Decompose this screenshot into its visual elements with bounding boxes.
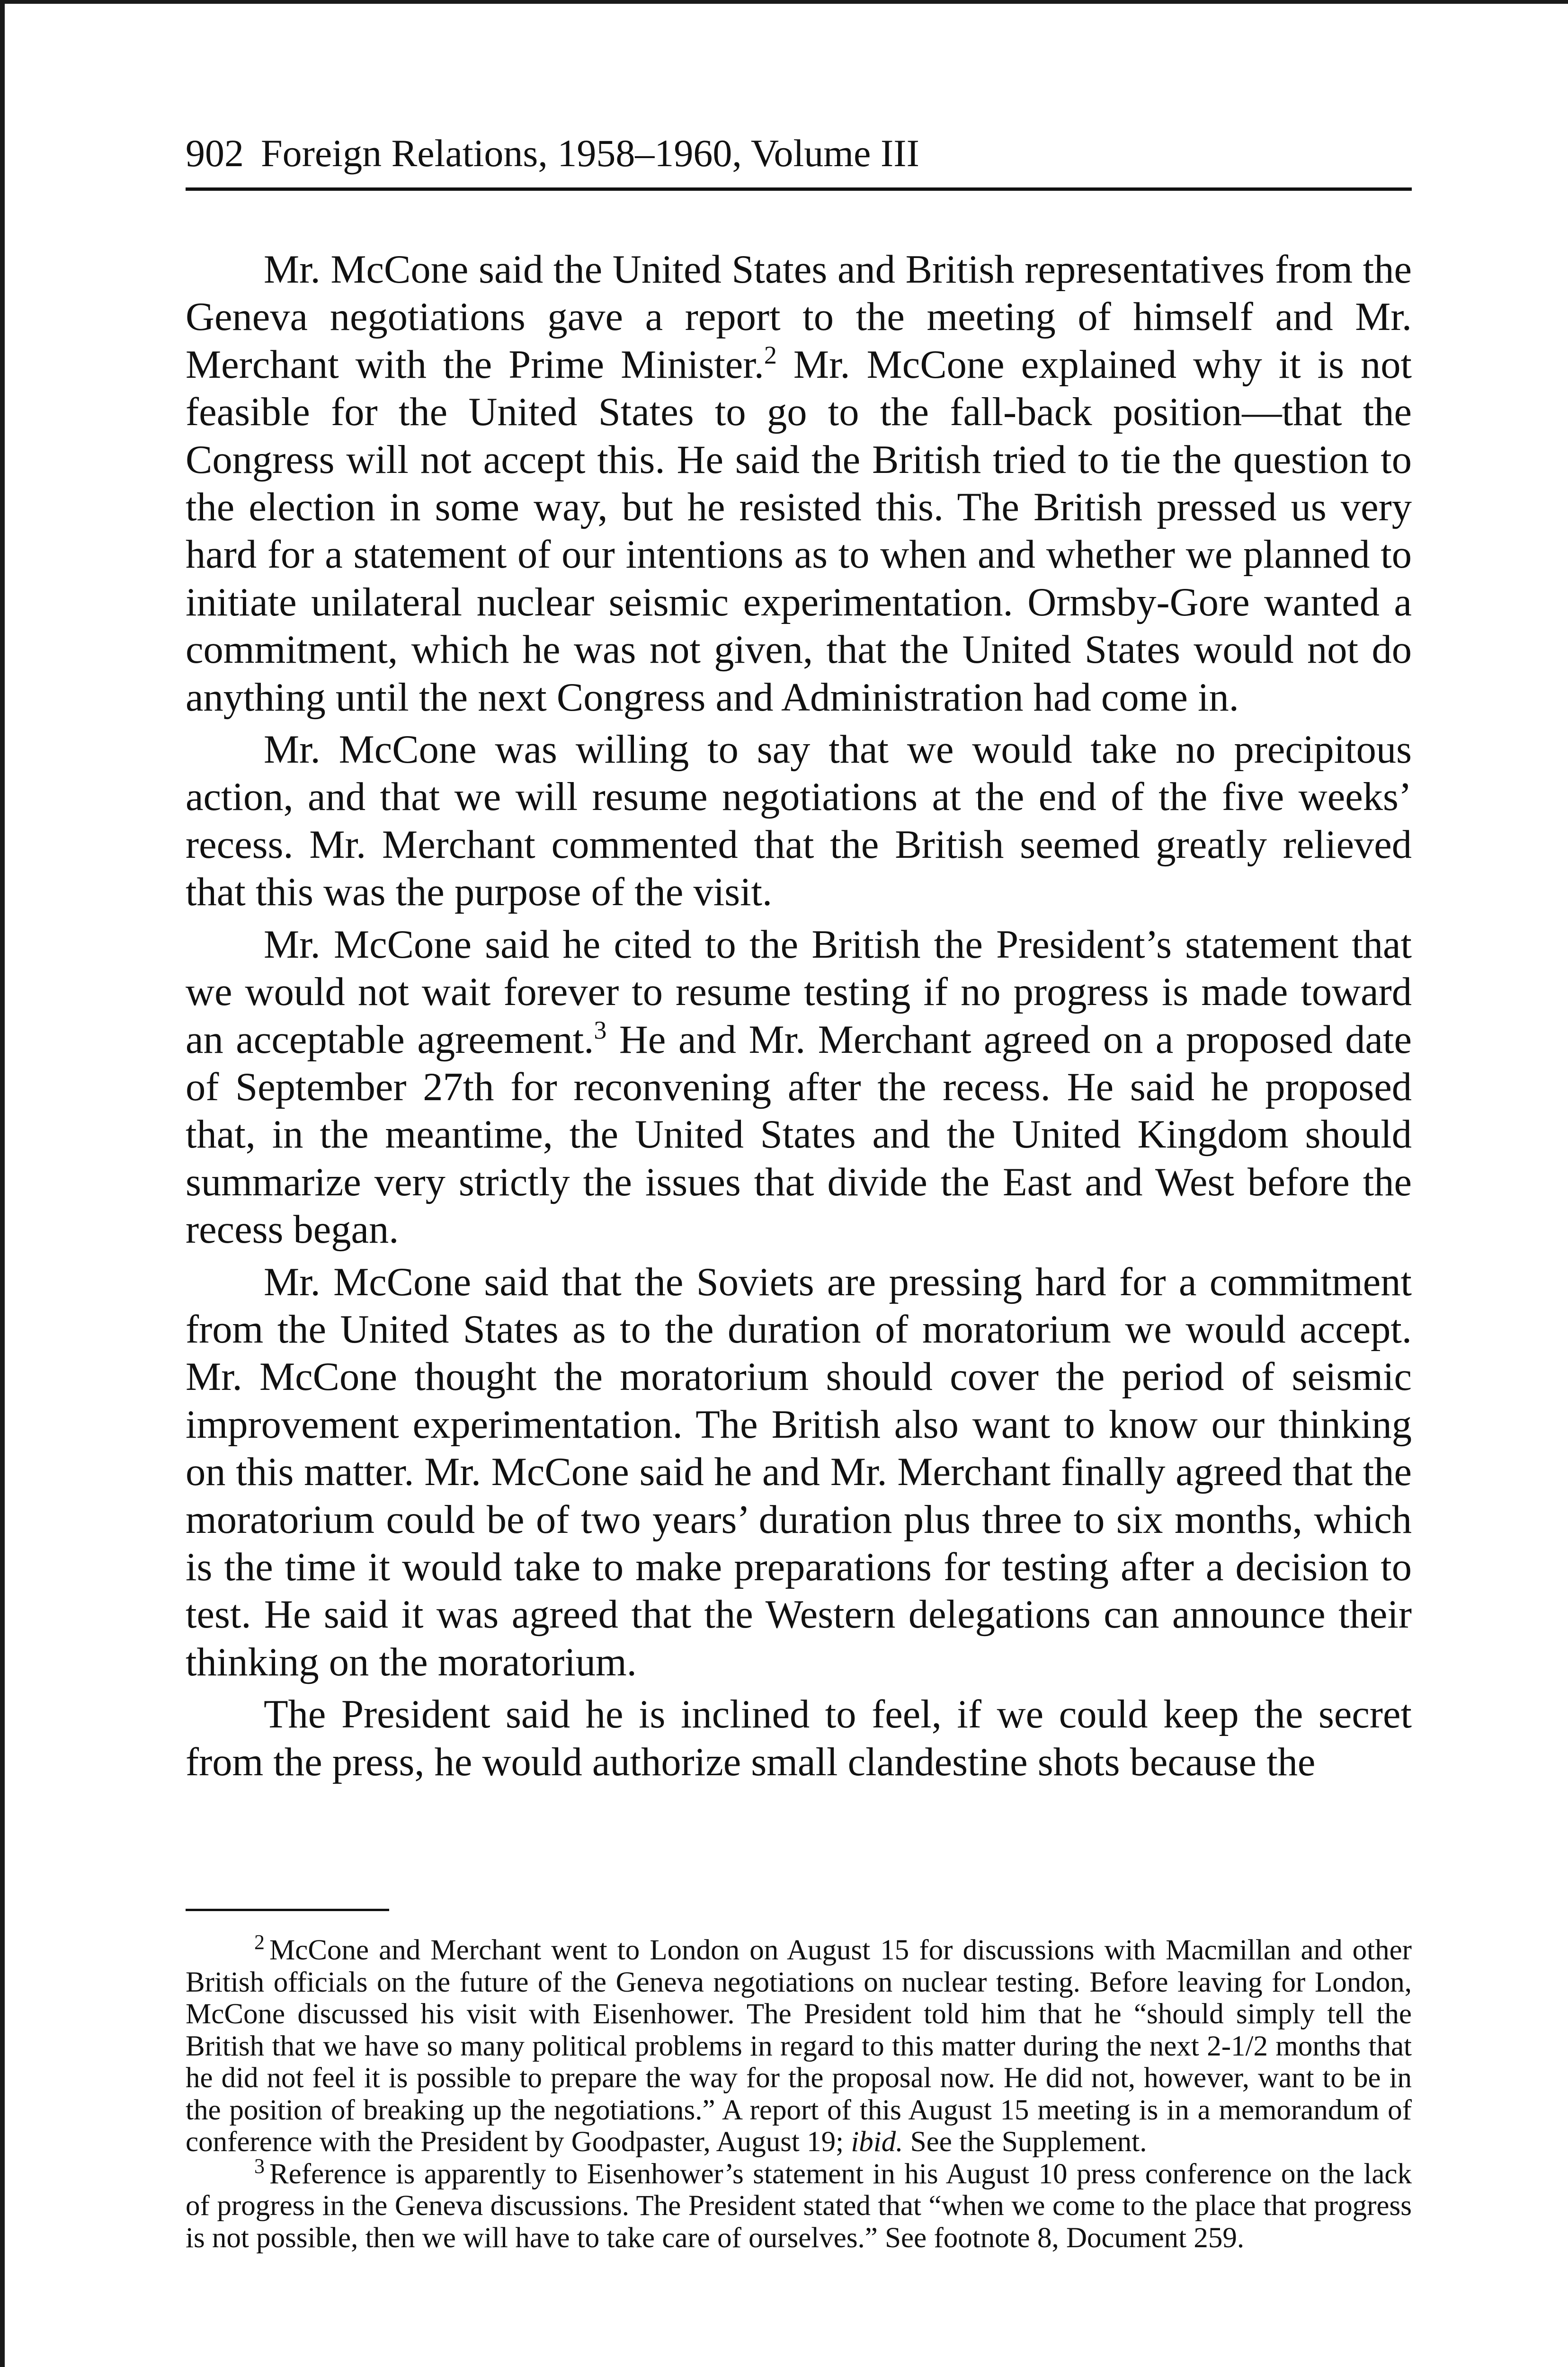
page-number: 902 <box>186 132 244 175</box>
paragraph-4: Mr. McCone said that the Soviets are pressing hard for a commitment from the United States as to the duration of moratorium we would accept. Mr. McCone thought the moratorium should cover the period of seismic improvement experimentation. The British also want to know our thinking on this matter. Mr. McCone said he and Mr. Merchant finally agreed that the moratorium could be of two years’ duration plus three to six months, which is the time it would take to make preparations for testing after a decision to test. He said it was agreed that the Western delegations can announce their thinking on the moratorium. <box>186 1260 1412 1684</box>
footnote-ref-3: 3 <box>594 1015 607 1044</box>
paragraph-3-text-b: He and Mr. Merchant agreed on a proposed date of September 27th for reconvening after the recess. He said he proposed that, in the meantime, the United States and the United Kingdom should summarize very strictly the issues that divide the East and West before the recess began. <box>186 1017 1412 1252</box>
paragraph-1-text-a: Mr. McCone said the United States and British representatives from the Geneva negotiations gave a report to the meeting of himself and Mr. Merchant with the Prime Minister. <box>186 248 1412 387</box>
footnote-2-number: 2 <box>254 1931 265 1954</box>
footnote-2-ibid: ibid. <box>851 2126 903 2158</box>
footnotes <box>186 1931 1412 2254</box>
running-title: Foreign Relations, 1958–1960, Volume III <box>261 132 919 175</box>
footnote-ref-2: 2 <box>764 340 777 369</box>
paragraph-5: The President said he is inclined to feel, if we could keep the secret from the press, he would authorize small clandestine shots because the <box>186 1692 1412 1784</box>
footnote-3 <box>186 2154 1412 2254</box>
footnote-3-number: 3 <box>254 2154 265 2178</box>
footnote-2-text-b: See the Supplement. <box>903 2126 1147 2158</box>
paragraph-3 <box>186 921 1412 1254</box>
footnote-3-text: Reference is apparently to Eisenhower’s statement in his August 10 press conference on the lack of progress in the Geneva discussions. The President stated that “when we come to the place that progress is not possible, then we will have to take care of ourselves.” See footnote 8, Document 259. <box>186 2158 1412 2254</box>
scan-border-left <box>0 0 5 2367</box>
paragraph-1 <box>186 246 1412 721</box>
scan-border-top <box>0 0 1568 4</box>
paragraph-2: Mr. McCone was willing to say that we would take no precipitous action, and that we will resume negotiations at the end of the five weeks’ recess. Mr. Merchant commented that the British seemed greatly relieved that this was the purpose of the visit. <box>186 728 1412 915</box>
paragraph-1-text-b: Mr. McCone explained why it is not feasible for the United States to go to the fall-back position—that the Congress will not accept this. He said the British tried to tie the question to the election in some way, but he resisted this. The British pressed us very hard for a statement of our intentions as to when and whether we planned to initiate unilateral nuclear seismic experimentation. Ormsby-Gore wanted a commitment, which he was not given, that the United States would not do anything until the next Congress and Administration had come in. <box>186 342 1412 720</box>
body-text <box>186 246 1412 1791</box>
footnote-rule <box>186 1909 389 1911</box>
footnote-2 <box>186 1931 1412 2158</box>
running-header <box>186 130 1412 177</box>
footnote-2-text-a: McCone and Merchant went to London on August 15 for discussions with Macmillan and other British officials on the future of the Geneva negotiations on nuclear testing. Before leaving for London, McCone discussed his visit with Eisenhower. The President told him that he “should simply tell the British that we have so many political problems in regard to this matter during the next 2-1/2 months that he did not feel it is possible to prepare the way for the proposal now. He did not, however, want to be in the position of breaking up the negotiations.” A report of this August 15 meeting is in a memorandum of conference with the President by Goodpaster, August 19; <box>186 1934 1412 2158</box>
paragraph-3-text-a: Mr. McCone said he cited to the British the President’s statement that we would not wait forever to resume testing if no progress is made toward an acceptable agreement. <box>186 922 1412 1062</box>
header-rule <box>186 187 1412 191</box>
